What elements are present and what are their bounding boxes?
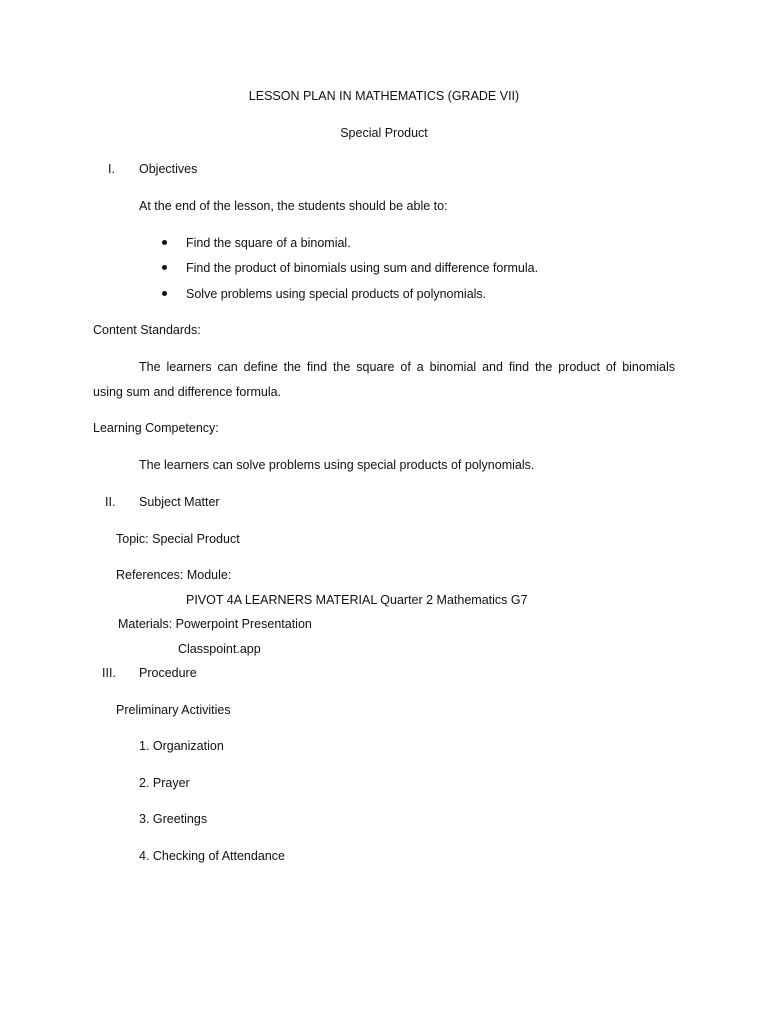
- bullet-icon: [162, 291, 167, 296]
- procedure-step: 4. Checking of Attendance: [139, 849, 285, 863]
- objective-item: Find the product of binomials using sum and difference formula.: [186, 261, 539, 275]
- subject-materials-detail: Classpoint.app: [178, 642, 261, 656]
- bullet-icon: [162, 265, 167, 270]
- section-numeral-objectives: I.: [108, 162, 115, 176]
- objective-item: Solve problems using special products of polynomials.: [186, 287, 487, 301]
- document-title: LESSON PLAN IN MATHEMATICS (GRADE VII): [248, 89, 520, 103]
- objectives-intro: At the end of the lesson, the students should be able to:: [139, 199, 448, 213]
- objective-item: Find the square of a binomial.: [186, 236, 351, 250]
- subject-topic: Topic: Special Product: [116, 532, 240, 546]
- content-standards-text-line2: using sum and difference formula.: [93, 385, 282, 399]
- preliminary-activities-heading: Preliminary Activities: [116, 703, 231, 717]
- content-standards-heading: Content Standards:: [93, 323, 201, 337]
- document-subtitle: Special Product: [340, 126, 428, 140]
- procedure-step: 2. Prayer: [139, 776, 190, 790]
- learning-competency-heading: Learning Competency:: [93, 421, 219, 435]
- procedure-step: 3. Greetings: [139, 812, 208, 826]
- procedure-step: 1. Organization: [139, 739, 224, 753]
- subject-materials: Materials: Powerpoint Presentation: [118, 617, 312, 631]
- bullet-icon: [162, 240, 167, 245]
- section-heading-objectives: Objectives: [139, 162, 198, 176]
- content-standards-text-line1: The learners can define the find the square of a binomial and find the product of binomials: [139, 360, 675, 374]
- subject-references: References: Module:: [116, 568, 232, 582]
- section-heading-subject-matter: Subject Matter: [139, 495, 220, 509]
- section-numeral-subject-matter: II.: [105, 495, 116, 509]
- subject-reference-detail: PIVOT 4A LEARNERS MATERIAL Quarter 2 Mathematics G7: [186, 593, 528, 607]
- learning-competency-text: The learners can solve problems using special products of polynomials.: [139, 458, 535, 472]
- section-numeral-procedure: III.: [102, 666, 116, 680]
- section-heading-procedure: Procedure: [139, 666, 197, 680]
